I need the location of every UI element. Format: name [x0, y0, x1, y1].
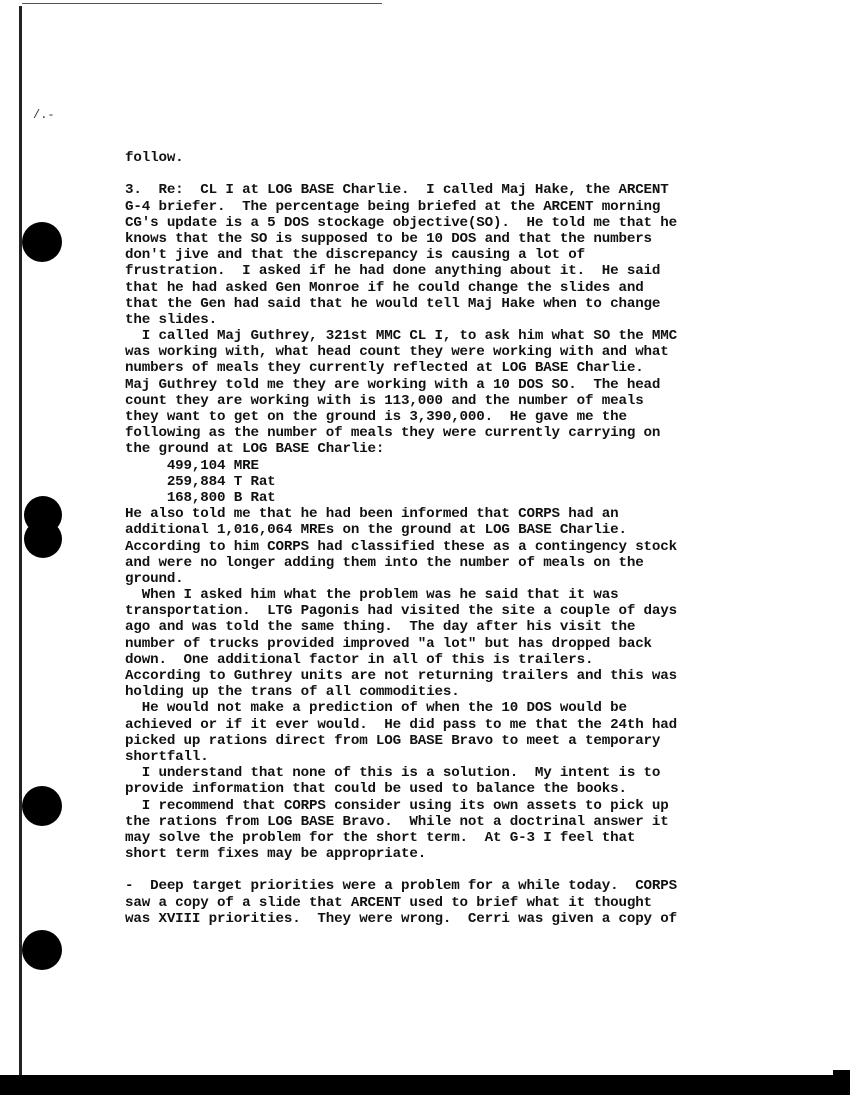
- text-line: picked up rations direct from LOG BASE Bravo to meet a temporary: [125, 732, 661, 749]
- text-line: [125, 862, 835, 878]
- text-line: count they are working with is 113,000 and the number of meals: [125, 392, 644, 409]
- text-line: G-4 briefer. The percentage being briefed at the ARCENT morning: [125, 198, 661, 215]
- text-line: ago and was told the same thing. The day after his visit the: [125, 619, 636, 636]
- left-margin-rule: [19, 6, 22, 1076]
- text-line: number of trucks provided improved "a lot" but has dropped back: [125, 635, 652, 652]
- text-line: ground.: [125, 570, 184, 587]
- punch-hole-3: [24, 520, 62, 558]
- text-line: follow.: [125, 150, 184, 166]
- text-line: saw a copy of a slide that ARCENT used to brief what it thought: [125, 894, 652, 911]
- text-line: According to him CORPS had classified these as a contingency stock: [125, 538, 678, 555]
- text-line: frustration. I asked if he had done anything about it. He said: [125, 263, 661, 280]
- punch-hole-1: [22, 222, 62, 262]
- text-line: shortfall.: [125, 748, 209, 765]
- text-line: and were no longer adding them into the number of meals on the: [125, 554, 644, 571]
- text-line: short term fixes may be appropriate.: [125, 846, 427, 863]
- text-line: 168,800 B Rat: [125, 489, 276, 506]
- text-line: According to Guthrey units are not returning trailers and this was: [125, 668, 678, 684]
- right-scan-edge: [833, 1070, 850, 1095]
- text-line: don't jive and that the discrepancy is causing a lot of: [125, 247, 586, 264]
- text-line: down. One additional factor in all of this is trailers.: [125, 651, 594, 668]
- corner-mark: /.-: [33, 108, 55, 122]
- text-line: CG's update is a 5 DOS stockage objective(SO). He told me that he: [125, 214, 678, 231]
- text-line: When I asked him what the problem was he said that it was: [125, 587, 619, 604]
- text-line: following as the number of meals they were currently carrying on: [125, 425, 661, 442]
- text-line: the rations from LOG BASE Bravo. While not a doctrinal answer it: [125, 813, 669, 830]
- text-line: I called Maj Guthrey, 321st MMC CL I, to ask him what SO the MMC: [125, 328, 678, 345]
- bottom-scan-edge: [0, 1075, 850, 1095]
- document-body: [125, 150, 835, 927]
- text-line: that the Gen had said that he would tell Maj Hake when to change: [125, 295, 661, 312]
- text-line: 259,884 T Rat: [125, 473, 276, 490]
- text-line: He would not make a prediction of when the 10 DOS would be: [125, 700, 627, 717]
- punch-hole-5: [22, 930, 62, 970]
- punch-hole-4: [22, 786, 62, 826]
- text-line: knows that the SO is supposed to be 10 DOS and that the numbers: [125, 230, 652, 247]
- text-line: Maj Guthrey told me they are working with a 10 DOS SO. The head: [125, 376, 661, 393]
- text-line: transportation. LTG Pagonis had visited the site a couple of days: [125, 603, 678, 620]
- text-line: provide information that could be used to balance the books.: [125, 781, 627, 798]
- text-line: 499,104 MRE: [125, 457, 259, 474]
- text-line: achieved or if it ever would. He did pass to me that the 24th had: [125, 716, 678, 733]
- text-line: was XVIII priorities. They were wrong. Cerri was given a copy of: [125, 910, 678, 927]
- text-line: may solve the problem for the short term. At G-3 I feel that: [125, 829, 636, 846]
- text-line: was working with, what head count they were working with and what: [125, 344, 669, 361]
- text-line: [125, 166, 835, 182]
- text-line: I recommend that CORPS consider using its own assets to pick up: [125, 797, 669, 814]
- text-line: 3. Re: CL I at LOG BASE Charlie. I called Maj Hake, the ARCENT: [125, 182, 669, 199]
- text-line: holding up the trans of all commodities.: [125, 684, 460, 701]
- text-line: the ground at LOG BASE Charlie:: [125, 441, 385, 458]
- text-line: numbers of meals they currently reflected at LOG BASE Charlie.: [125, 360, 644, 377]
- text-line: that he had asked Gen Monroe if he could change the slides and: [125, 279, 644, 296]
- text-line: the slides.: [125, 311, 218, 328]
- top-rule: [22, 3, 382, 4]
- text-line: they want to get on the ground is 3,390,000. He gave me the: [125, 409, 627, 425]
- text-line: additional 1,016,064 MREs on the ground at LOG BASE Charlie.: [125, 522, 627, 539]
- text-line: I understand that none of this is a solution. My intent is to: [125, 765, 661, 782]
- text-line: He also told me that he had been informed that CORPS had an: [125, 506, 619, 523]
- text-line: - Deep target priorities were a problem for a while today. CORPS: [125, 878, 678, 895]
